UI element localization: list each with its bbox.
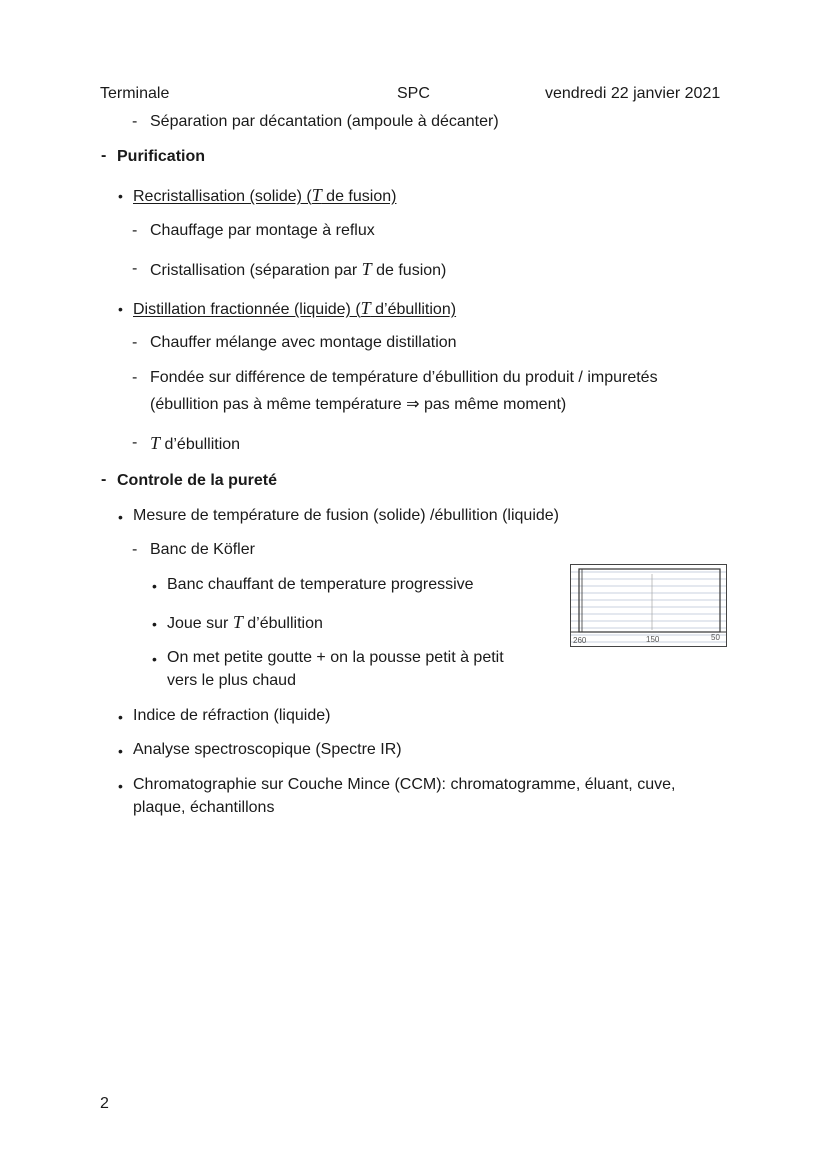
item-chromato-line1: Chromatographie sur Couche Mince (CCM): chromatogramme, éluant, cuve, <box>133 776 676 793</box>
item-chromato-line2: plaque, échantillons <box>133 799 275 816</box>
sketch-label: 50 <box>711 633 720 642</box>
bullet-marker: • <box>118 188 123 204</box>
section-purification: Purification <box>117 148 206 165</box>
header-left: Terminale <box>100 85 170 102</box>
bullet-marker: • <box>152 616 157 632</box>
sketch-label: 260 <box>573 636 587 645</box>
bullet-marker: • <box>118 778 123 794</box>
math-T: T <box>232 612 243 632</box>
header-right: vendredi 22 janvier 2021 <box>545 85 721 102</box>
math-T: T <box>360 298 371 318</box>
item-chauffage-reflux: Chauffage par montage à reflux <box>150 222 375 239</box>
dash-marker: - <box>132 434 138 451</box>
item-fondee-line1: Fondée sur différence de température d’ébullition du produit / impuretés <box>150 369 658 386</box>
math-T: T <box>361 259 372 279</box>
dash-marker: - <box>132 334 138 351</box>
dash-marker: - <box>132 222 138 239</box>
item-goutte-line2: vers le plus chaud <box>167 672 296 689</box>
item-t-ebullition: T d’ébullition <box>150 433 241 453</box>
bullet-marker: • <box>152 578 157 594</box>
bullet-marker: • <box>118 743 123 759</box>
dash-marker: - <box>132 113 138 130</box>
item-fondee-line2: (ébullition pas à même température ⇒ pas même moment) <box>150 396 567 413</box>
math-T: T <box>150 433 161 453</box>
dash-marker: - <box>132 541 138 558</box>
item-cristallisation: Cristallisation (séparation par T de fusion) <box>150 259 447 279</box>
section-marker: - <box>101 147 107 164</box>
sketch-label: 150 <box>646 635 660 644</box>
section-marker: - <box>101 471 107 488</box>
item-goutte-line1: On met petite goutte + on la pousse petit à petit <box>167 649 504 666</box>
item-analyse: Analyse spectroscopique (Spectre IR) <box>133 741 402 758</box>
page-number: 2 <box>100 1095 109 1112</box>
header-center: SPC <box>397 85 430 102</box>
item-banc-kofler: Banc de Köfler <box>150 541 255 558</box>
item-decantation: Séparation par décantation (ampoule à décanter) <box>150 113 499 130</box>
bullet-marker: • <box>118 509 123 525</box>
item-banc-chauffant: Banc chauffant de temperature progressive <box>167 576 474 593</box>
item-recristallisation: Recristallisation (solide) (T de fusion) <box>133 185 397 205</box>
item-chauffer-melange: Chauffer mélange avec montage distillation <box>150 334 457 351</box>
dash-marker: - <box>132 260 138 277</box>
section-controle: Controle de la pureté <box>117 472 278 489</box>
bullet-marker: • <box>118 301 123 317</box>
math-T: T <box>311 185 322 205</box>
item-distillation: Distillation fractionnée (liquide) (T d’ébullition) <box>133 298 457 318</box>
bullet-marker: • <box>152 651 157 667</box>
item-mesure: Mesure de température de fusion (solide) /ébullition (liquide) <box>133 507 559 524</box>
dash-marker: - <box>132 369 138 386</box>
item-joue: Joue sur T d’ébullition <box>167 612 323 632</box>
bullet-marker: • <box>118 709 123 725</box>
kofler-bench-sketch <box>570 564 727 647</box>
item-indice: Indice de réfraction (liquide) <box>133 707 331 724</box>
